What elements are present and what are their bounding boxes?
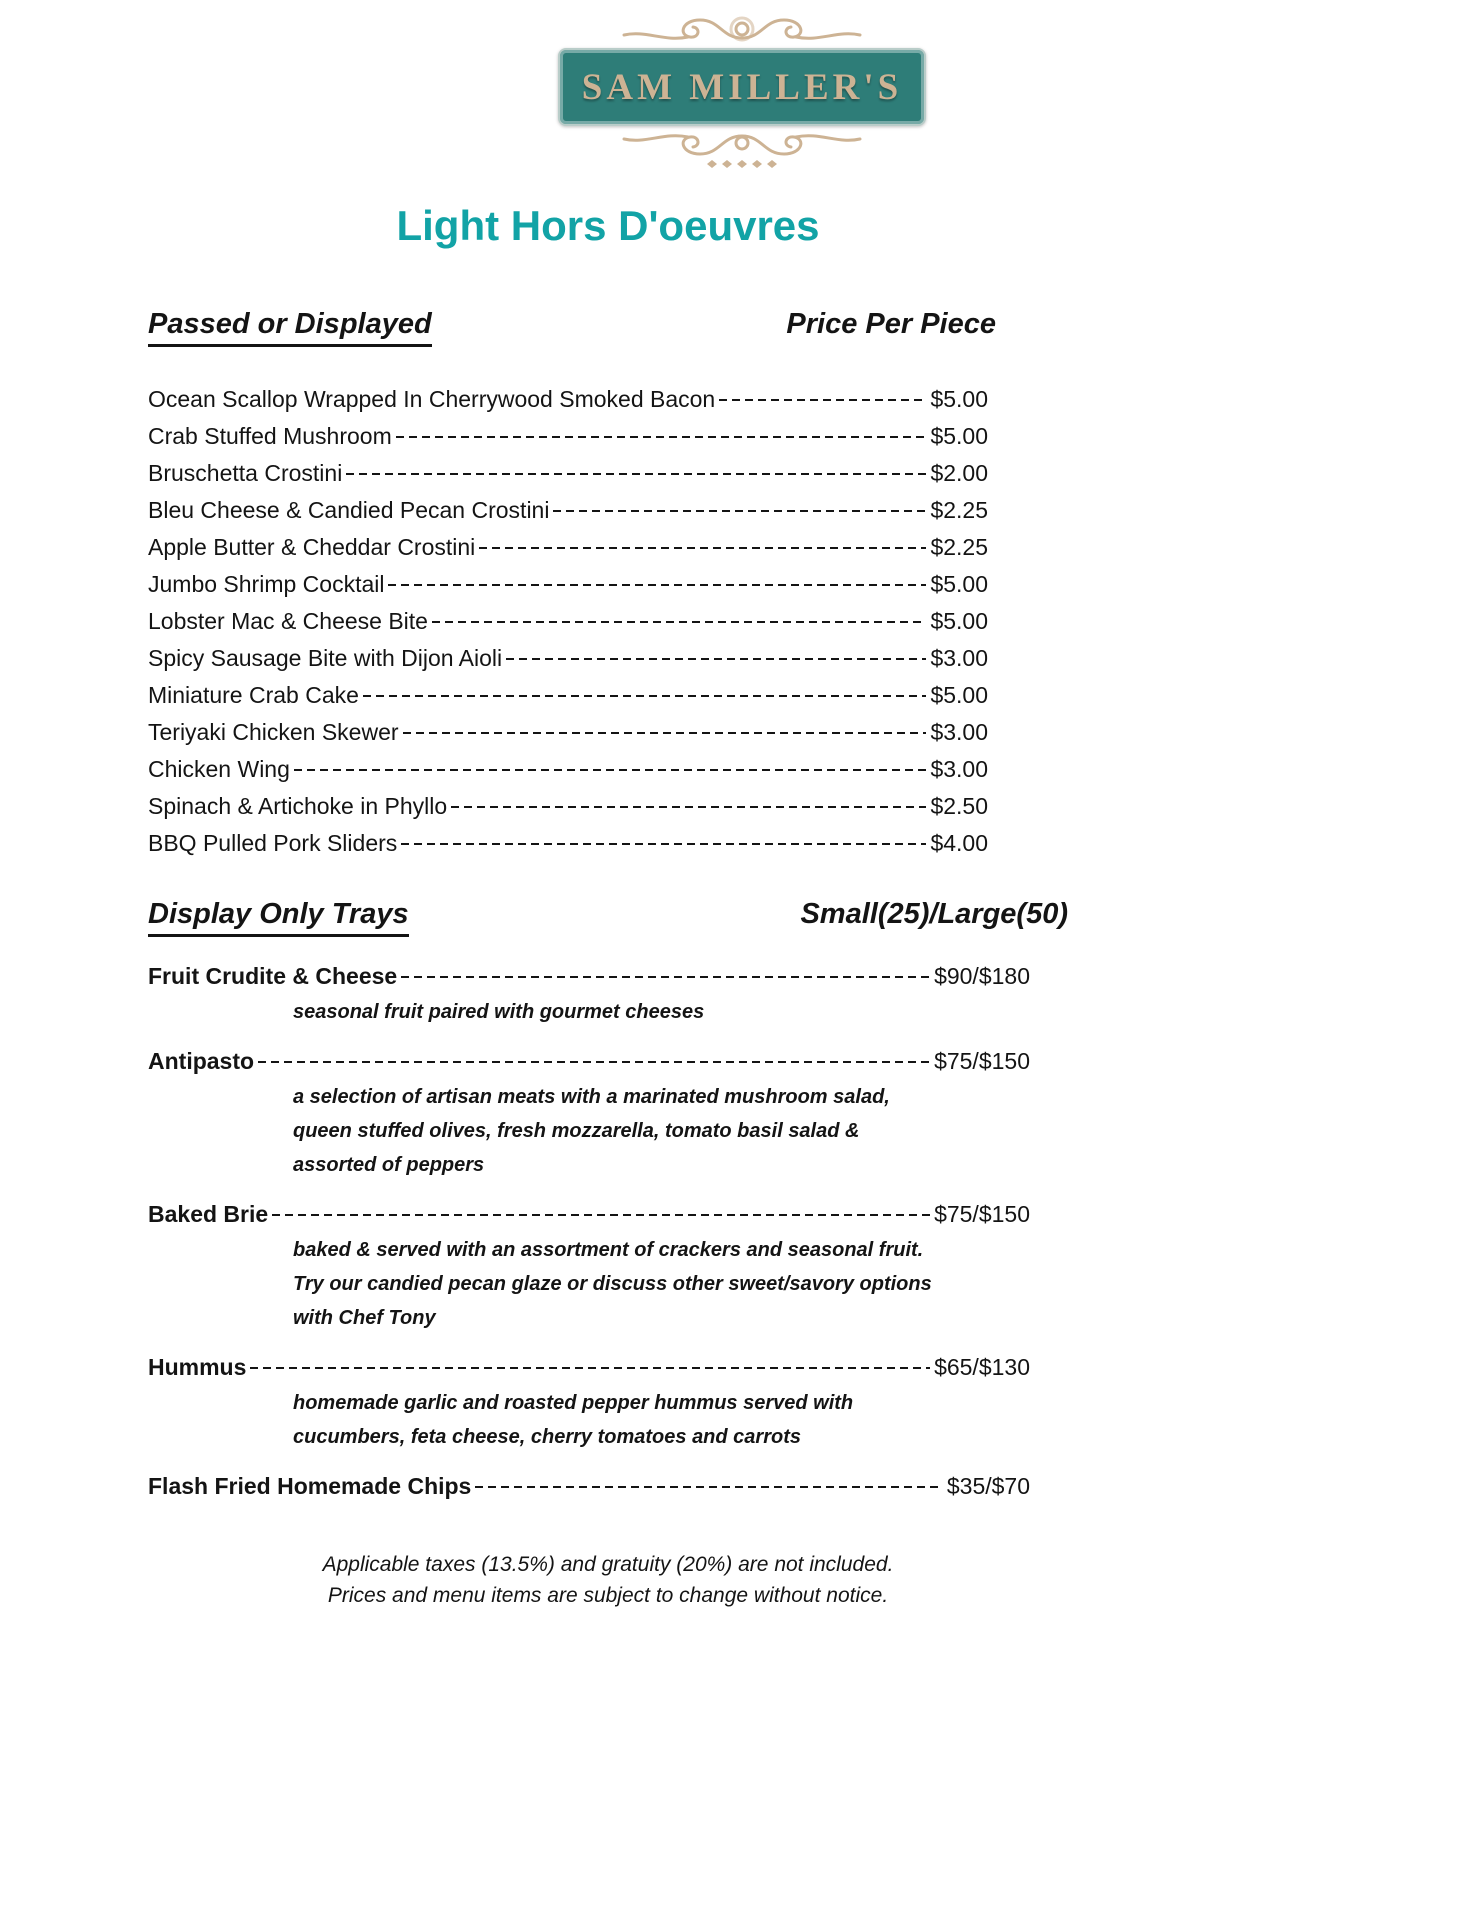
brand-name: SAM MILLER'S [581,66,903,108]
flourish-bottom-icon [582,128,902,172]
item-price: $2.25 [930,497,988,523]
item-price: $3.00 [930,756,988,782]
item-name: Chicken Wing [148,756,290,782]
item-price: $5.00 [930,571,988,597]
menu-item [148,455,1068,492]
menu-item-row [148,677,1068,714]
dash-leader [502,640,930,677]
item-price: $5.00 [930,608,988,634]
item-name: Apple Butter & Cheddar Crostini [148,534,476,560]
item-description-line: assorted of peppers [293,1154,485,1176]
item-price: $3.00 [930,645,988,671]
menu-item [148,492,1068,529]
dash-leader [397,825,930,862]
dash-leader [392,418,931,455]
menu-item-row [148,566,1068,603]
item-name: Bruschetta Crostini [148,460,343,486]
item-name: Spicy Sausage Bite with Dijon Aioli [148,645,503,671]
item-description-line: homemade garlic and roasted pepper hummus served with [293,1392,854,1414]
item-name: Flash Fried Homemade Chips [148,1473,472,1499]
item-price: $65/$130 [934,1354,1030,1380]
item-price: $2.50 [930,793,988,819]
menu-item-row [148,788,1068,825]
menu-item-row [148,1195,1068,1233]
menu-item-row [148,529,1068,566]
menu-item [148,714,1068,751]
dash-leader [342,455,930,492]
dash-leader [246,1348,934,1386]
item-price: $2.25 [930,534,988,560]
item-name: Miniature Crab Cake [148,682,359,708]
item-name: Ocean Scallop Wrapped In Cherrywood Smoked Bacon [148,386,716,412]
menu-item-row [148,1467,1068,1505]
flourish-top-icon [582,12,902,46]
item-description-line: with Chef Tony [293,1307,436,1329]
item-name: Crab Stuffed Mushroom [148,423,392,449]
menu-item-row [148,1042,1068,1080]
footer-note [148,1549,1068,1611]
menu-item [148,957,1068,1029]
item-description-line: seasonal fruit paired with gourmet cheeses [293,1001,705,1023]
menu-item-row [148,418,1068,455]
item-description-line: queen stuffed olives, fresh mozzarella, tomato basil salad & [293,1120,860,1142]
menu-item-row [148,381,1068,418]
menu-item [148,1195,1068,1335]
item-name: Lobster Mac & Cheese Bite [148,608,428,634]
menu-item [148,529,1068,566]
dash-leader [475,529,930,566]
menu-item [148,566,1068,603]
dash-leader [549,492,930,529]
brand-logo [532,12,952,172]
item-price: $4.00 [930,830,988,856]
dash-leader [447,788,930,825]
dash-leader [471,1467,947,1505]
item-name: Teriyaki Chicken Skewer [148,719,399,745]
menu-sections [148,308,1068,1505]
menu-item-row [148,751,1068,788]
menu-item-row [148,1348,1068,1386]
item-name: Spinach & Artichoke in Phyllo [148,793,448,819]
item-description-line: cucumbers, feta cheese, cherry tomatoes and carrots [293,1426,801,1448]
item-price: $5.00 [930,423,988,449]
item-price: $5.00 [930,682,988,708]
item-description-line: a selection of artisan meats with a marinated mushroom salad, [293,1086,890,1108]
section-heading: Passed or Displayed [148,308,432,347]
menu-item [148,825,1068,862]
menu-item-row [148,714,1068,751]
item-name: BBQ Pulled Pork Sliders [148,830,398,856]
section-items [148,381,1068,862]
menu-item-row [148,455,1068,492]
dash-leader [399,714,931,751]
dash-leader [268,1195,934,1233]
section-price-header: Price Per Piece [786,308,996,340]
dash-leader [397,957,934,995]
menu-item [148,1042,1068,1182]
section-heading: Display Only Trays [148,898,409,937]
footer-line-2: Prices and menu items are subject to change without notice. [327,1584,889,1607]
menu-item [148,677,1068,714]
section-header [148,308,1068,347]
menu-item [148,381,1068,418]
item-price: $2.00 [930,460,988,486]
menu-item-row [148,825,1068,862]
item-name: Baked Brie [148,1201,269,1227]
section-items [148,957,1068,1505]
dash-leader [254,1042,934,1080]
menu-item [148,1467,1068,1505]
section-price-header: Small(25)/Large(50) [800,898,1068,930]
menu-item [148,418,1068,455]
item-price: $75/$150 [934,1048,1030,1074]
item-price: $3.00 [930,719,988,745]
dash-leader [384,566,930,603]
menu-item [148,603,1068,640]
menu-item [148,640,1068,677]
dash-leader [290,751,931,788]
menu-item-row [148,957,1068,995]
menu-item [148,751,1068,788]
menu-item-row [148,640,1068,677]
dash-leader [359,677,931,714]
menu-item-row [148,603,1068,640]
menu-section [148,308,1068,862]
section-header [148,898,1068,937]
menu-section [148,898,1068,1505]
item-price: $35/$70 [946,1473,1030,1499]
item-name: Jumbo Shrimp Cocktail [148,571,385,597]
item-description-line: Try our candied pecan glaze or discuss other sweet/savory options [293,1273,932,1295]
menu-item [148,788,1068,825]
item-description-line: baked & served with an assortment of crackers and seasonal fruit. [293,1239,924,1261]
menu-item-row [148,492,1068,529]
item-name: Bleu Cheese & Candied Pecan Crostini [148,497,550,523]
item-price: $90/$180 [934,963,1030,989]
menu-item [148,1348,1068,1454]
item-price: $5.00 [930,386,988,412]
item-price: $75/$150 [934,1201,1030,1227]
dash-leader [715,381,930,418]
menu-content [148,202,1068,1611]
dash-leader [428,603,930,640]
logo-plate [558,48,926,126]
item-name: Fruit Crudite & Cheese [148,963,398,989]
item-name: Hummus [148,1354,247,1380]
page-title: Light Hors D'oeuvres [396,202,820,249]
footer-line-1: Applicable taxes (13.5%) and gratuity (20%) are not included. [322,1553,894,1576]
item-name: Antipasto [148,1048,255,1074]
